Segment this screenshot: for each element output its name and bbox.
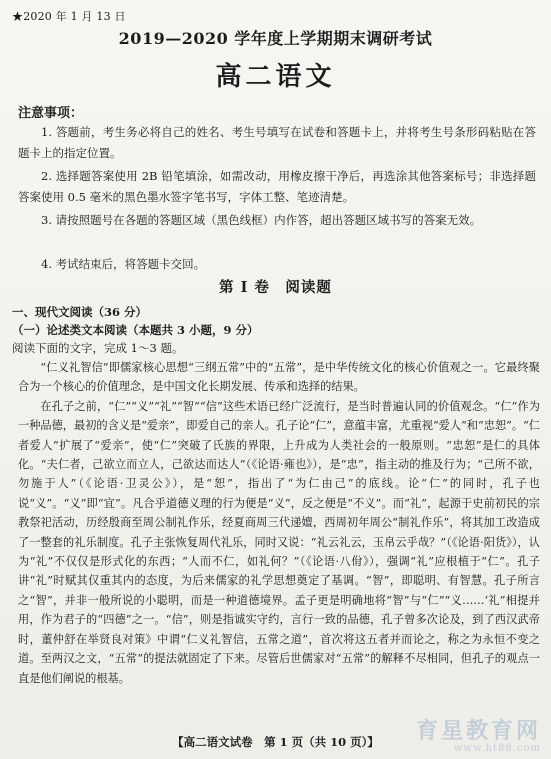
notice-item-3: 3. 请按照题号在各题的答题区域（黑色线框）内作答，超出答题区域书写的答案无效。 xyxy=(41,213,482,227)
notice-item-1: 1. 答题前，考生务必将自己的姓名、考生号填写在试卷和答题卡上，并将考生号条形码粘贴在答题卡上的指定位置。 xyxy=(18,125,536,160)
section-modern-reading: 一、现代文阅读（36 分） xyxy=(12,305,148,319)
passage xyxy=(18,358,540,688)
page-footer: 【高二语文试卷 第 1 页（共 10 页）】 xyxy=(172,735,379,749)
notice-item-4: 4. 考试结束后，将答题卡交回。 xyxy=(41,257,206,271)
watermark-brand: 育星教育网 xyxy=(415,718,541,744)
date-stamp: ★2020 年 1 月 13 日 xyxy=(12,10,126,23)
notice-title: 注意事项： xyxy=(18,106,84,121)
part-title: 第 I 卷 阅读题 xyxy=(219,279,332,296)
reading-instruction: 阅读下面的文字，完成 1～3 题。 xyxy=(12,341,184,355)
section-argument-reading: （一）论述类文本阅读（本题共 3 小题，9 分） xyxy=(12,323,259,337)
passage-paragraph-1: “仁义礼智信”即儒家核心思想“三纲五常”中的“五常”，是中华传统文化的核心价值观之一。它最终聚合为一个核心的价值理念，是中国文化长期发展、传承和选择的结果。 xyxy=(18,361,540,394)
watermark-url: www.ht88.com xyxy=(453,743,541,754)
exam-title: 2019—2020 学年度上学期期末调研考试 xyxy=(118,29,433,48)
notice-item-2: 2. 选择题答案使用 2B 铅笔填涂，如需改动，用橡皮擦干净后，再选涂其他答案标号；非选择题答案使用 0.5 毫米的黑色墨水签字笔书写，字体工整、笔迹清楚。 xyxy=(18,169,536,204)
subject-title: 高二语文 xyxy=(215,62,336,92)
passage-paragraph-2: 在孔子之前，“仁”“义”“礼”“智”“信”这些术语已经广泛流行，是当时普遍认同的价值观念。“仁”作为一种品德，最初的含义是“爱亲”，即爱自己的亲人。孔子论“仁”，意蕴丰富，尤重视“爱人”和“忠恕”。“仁者爱人”扩展了“爱亲”，使“仁”突破了氏族的界限，上升成为人类社会的一般原则。“忠恕”是仁的具体化。“夫仁者，己欲立而立人，己欲达而达人”（《论语·雍也》），是“忠”，指主动的推及行为；“己所不欲，勿施于人”（《论语·卫灵公》），是“恕”，指出了“为仁由己”的底线。论“仁”的同时，孔子也说“义”。“义”即“宜”。凡合乎道德义理的行为便是“义”，反之便是“不义”。而“礼”，起源于史前初民的宗教祭祀活动，历经殷商至周公制礼作乐，经夏商周三代递嬗，西周初年周公“制礼作乐”，将其加工改造成了一整套的礼乐制度。孔子主张恢复周代礼乐，同时又说：“礼云礼云，玉帛云乎哉？”（《论语·阳货》），认为“礼”不仅仅是形式化的东西；“人而不仁，如礼何？”（《论语·八佾》），强调“礼”应根植于“仁”。孔子讲“礼”时赋其仅重其内的态度，为后来儒家的礼学思想奠定了基调。“智”，即聪明、有智慧。孔子所言之“智”，并非一般所说的小聪明，而是一种道德境界。孟子更是明确地将“智”与“仁”“义……‘礼”相提并用，作为君子的“四德”之一。“信”，则是指诚实守约，言行一致的品德，孔子曾多次论及，到了西汉武帝时，董仲舒在举贤良对策》中谓“仁义礼智信，五常之道”，首次将这五者并而论之，称之为永恒不变之道。至两汉之文，“五常”的提法就固定了下来。尽管后世儒家对“五常”的解释不尽相同，但孔子的观点一直是他们阐说的根基。 xyxy=(18,399,540,685)
watermark-logo xyxy=(416,714,541,754)
